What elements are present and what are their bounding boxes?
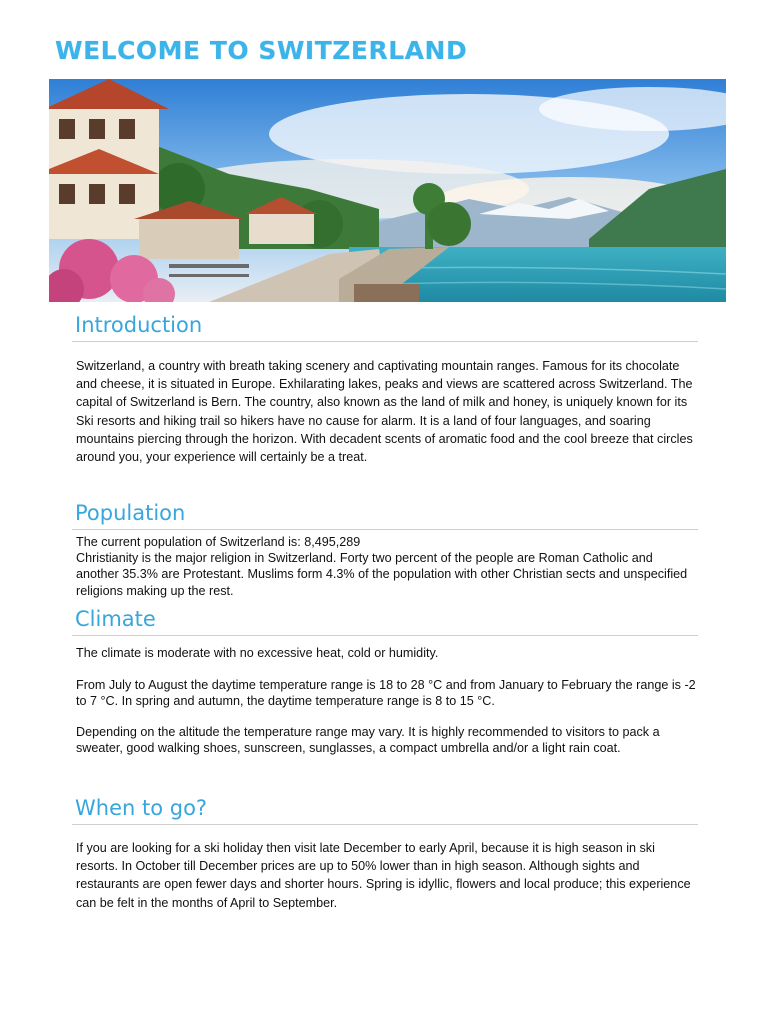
when-to-go-text: If you are looking for a ski holiday then visit late December to early April, because it is high season in ski resorts. In October till December prices are up to 50% lower than in high season. Although sights and restaurants are open fewer days and shorter hours. Spring is idyllic, flowers and local produce; this experience can be felt in the months of April to September. [76, 841, 691, 910]
climate-section [72, 606, 698, 756]
population-section [72, 500, 698, 599]
page-title: WELCOME TO SWITZERLAND [55, 36, 468, 65]
introduction-section [72, 312, 698, 466]
population-count-text: The current population of Switzerland is: 8,495,289 [76, 535, 361, 549]
climate-body [72, 645, 698, 756]
climate-text-3: Depending on the altitude the temperature range may vary. It is highly recommended to visitors to pack a sweater, good walking shoes, sunscreen, sunglasses, a compact umbrella and/or a light rain coat. [76, 724, 660, 755]
when-to-go-heading: When to go? [72, 795, 698, 825]
religion-text: Christianity is the major religion in Switzerland. Forty two percent of the people are Roman Catholic and another 35.3% are Protestant. Muslims form 4.3% of the population with other Christian sects and unspecified religions making up the rest. [76, 551, 688, 598]
climate-text-1: The climate is moderate with no excessive heat, cold or humidity. [76, 646, 439, 660]
climate-heading: Climate [72, 606, 698, 636]
climate-text-2: From July to August the daytime temperature range is 18 to 28 °C and from January to February the range is -2 to 7 °C. In spring and autumn, the daytime temperature range is 8 to 15 °C. [76, 678, 696, 709]
hero-image-lakeside-village [49, 79, 726, 302]
population-body [72, 534, 698, 599]
population-heading: Population [72, 500, 698, 530]
introduction-text: Switzerland, a country with breath taking scenery and captivating mountain ranges. Famous for its chocolate and cheese, it is situated in Europe. Exhilarating lakes, peaks and views are scattered across Switzerland. The capital of Switzerland is Bern. The country, also known as the land of milk and honey, is uniquely known for its Ski resorts and hiking trail so hikers have no cause for alarm. It is a land of four languages, and soaring mountains piercing through the horizon. With decadent scents of aromatic food and the cool breeze that circles around you, your experience will certainly be a treat. [76, 359, 693, 465]
introduction-heading: Introduction [72, 312, 698, 342]
when-to-go-section [72, 795, 698, 912]
